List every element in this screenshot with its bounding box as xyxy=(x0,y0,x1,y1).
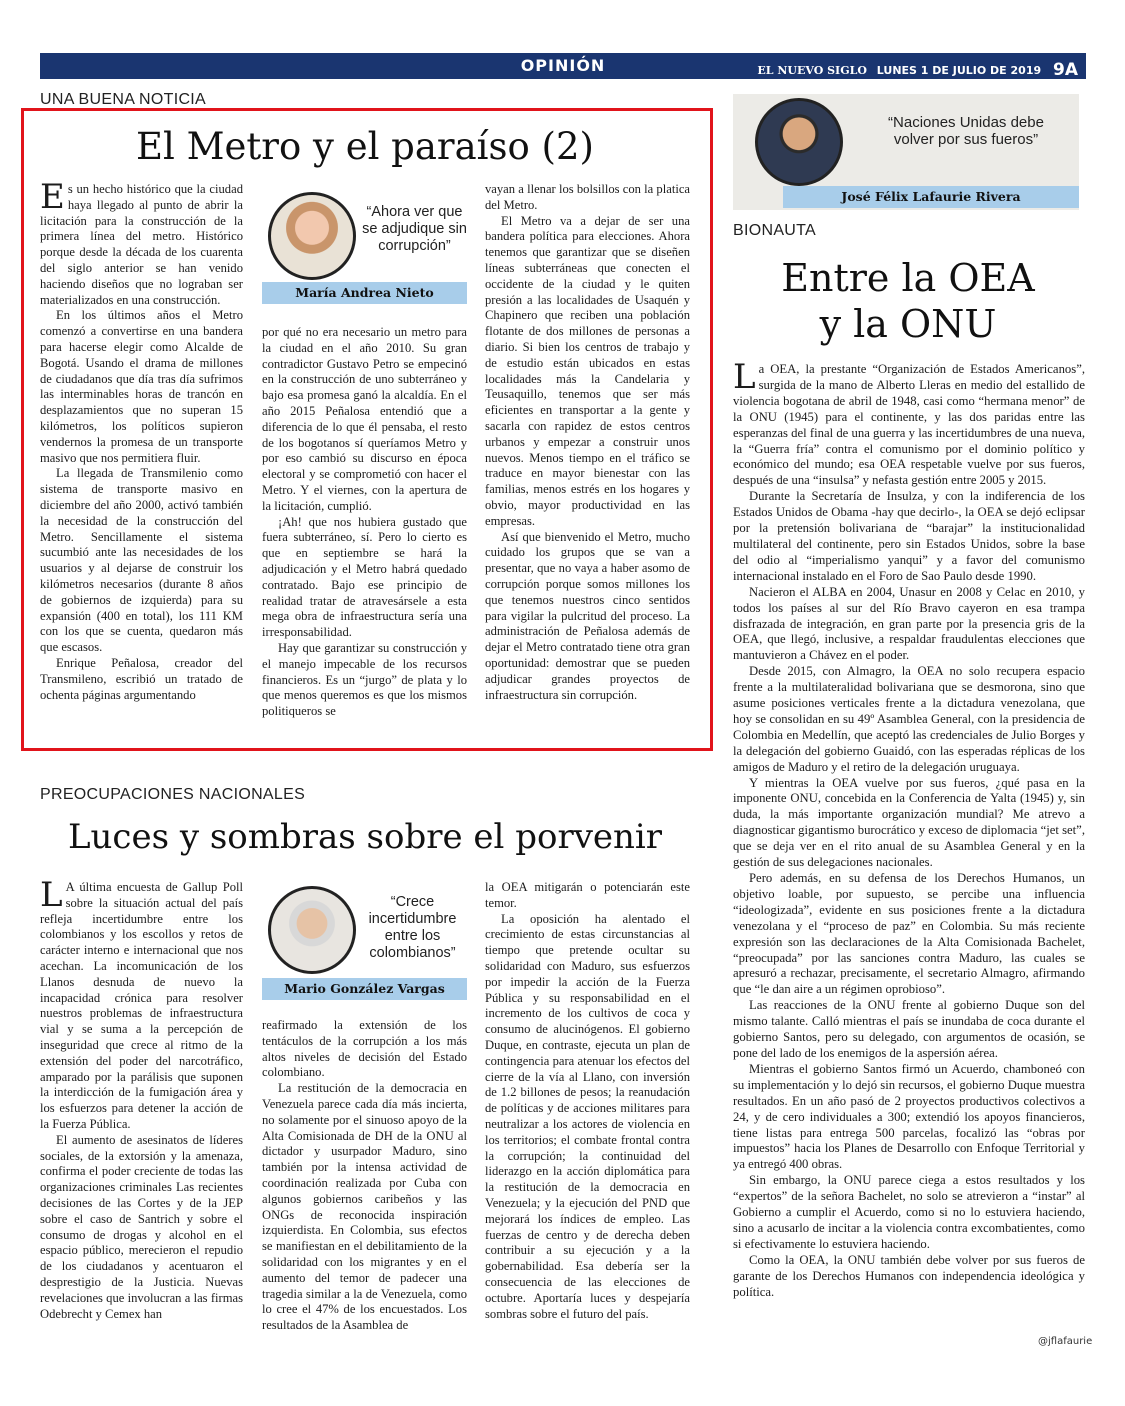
article1-pull-quote: “Ahora ver que se adjudique sin corrupción” xyxy=(362,204,467,254)
article3-title xyxy=(733,255,1083,347)
article2-quote-box xyxy=(262,884,467,1002)
article1-title: El Metro y el paraíso (2) xyxy=(136,125,594,168)
article2-dropcap: L xyxy=(40,880,63,915)
author-portrait-nieto xyxy=(268,192,356,280)
page-header xyxy=(40,53,1086,79)
article2-pull-quote: “Crece incertidumbre entre los colombianos” xyxy=(368,894,457,961)
issue-date: LUNES 1 DE JULIO DE 2019 xyxy=(876,64,1042,77)
article1-dropcap: E xyxy=(40,182,65,217)
article1-quote-box xyxy=(262,190,467,308)
author-portrait-lafaurie xyxy=(755,98,843,186)
paper-name: EL NUEVO SIGLO xyxy=(757,64,867,77)
article2-title: Luces y sombras sobre el porvenir xyxy=(67,817,663,857)
article3-pull-quote: “Naciones Unidas debe volver por sus fueros” xyxy=(888,114,1044,148)
article3-author: José Félix Lafaurie Rivera xyxy=(783,186,1079,208)
article1-column-2: por qué no era necesario un metro para la ciudad en el año 2010. Su gran contradictor Gustavo Petro se empecinó en la construcción de uno subterráneo y bajo esa promesa ganó la alcaldía. En el año 2015 Peñalosa entendió que a diferencia de lo que él pensaba, el resto de los bogotanos sí queríamos Metro y por eso cambió su discurso en época electoral y se comprometió con hacer el Metro. Y el viernes, con la apertura de la licitación, cumplió. ¡Ah! que nos hubiera gustado que fuera subterráneo, sí. Pero lo cierto es que en septiembre se hará la adjudicación y el Metro habrá quedado contratado. Bajo ese principio de realidad tratar de atravesársele a esta mega obra de infraestructura sería una irresponsabilidad. Hay que garantizar su construcción y el manejo impecable de los recursos financieros. Es un “jurgo” de plata y lo que menos queremos es que los mismos politiqueros se xyxy=(262,325,467,719)
article2-column-3: la OEA mitigarán o potenciarán este temor. La oposición ha alentado el crecimiento de estas circunstancias al tiempo que pretende ocultar su solidaridad con Maduro, sus esfuerzos por impedir la acción de la Fuerza Pública y su responsabilidad en el incremento de los cultivos de coca y consumo de alucinógenos. El gobierno Duque, en contraste, ejecuta un plan de contingencia para atenuar los efectos del cierre de la vía al Llano, con inversión de 1.2 billones de pesos; la reanudación de políticas y de acciones militares para neutralizar a los actores de violencia en los territorios; el combate frontal contra la corrupción; la continuidad del liderazgo en la acción diplomática para la restitución de la democracia en Venezuela; y la ejecución del PND que mejorará los índices de empleo. Las fuerzas de centro y de derecha deben contribuir a su ejecución y a la gobernabilidad. Esa debería ser la consecuencia de las elecciones de octubre. Aportaría luces y despejaría sombras sobre el futuro del país. xyxy=(485,880,690,1321)
section-name: OPINIÓN xyxy=(520,56,606,75)
article3-title-line-2: y la ONU xyxy=(819,302,997,346)
article2-column-1: L A última encuesta de Gallup Poll sobre la situación actual del país refleja incertidumbre entre los colombianos y los escollos y retos de carácter interno e internacional que nos acechan. La incomunicación de los Llanos desnuda de nuevo la incapacidad crónica para resolver nuestros problemas de infraestructura vial y se suma a la percepción de inseguridad que crece al ritmo de la extensión del poder del narcotráfico, amparado por la parálisis que suponen la interdicción de la fumigación área y los esfuerzos para detener la acción de la Fuerza Pública. El aumento de asesinatos de líderes sociales, de la extorsión y la amenaza, confirma el poder creciente de todas las organizaciones criminales Las recientes decisiones de las Cortes y de la JEP sobre el caso de Santrich y sobre el consumo de drogas y alcohol en el espacio público, merecieron el repudio de los ciudadanos y acentuaron el desprestigio de la Justicia. Nuevas revelaciones que involucran a las firmas Odebrecht y Cemex han xyxy=(40,880,243,1321)
article2-column-2: reafirmado la extensión de los tentáculos de la corrupción a los más altos niveles de decisión del Estado colombiano. La restitución de la democracia en Venezuela parece cada día más incierta, no solamente por el sinuoso apoyo de la Alta Comisionada de DH de la ONU al dictador y usurpador Maduro, sino también por la intensa actividad de coordinación realizada por Cuba con algunos gobiernos caribeños y las ONGs de reconocida inspiración izquierdista. En Colombia, sus efectos se manifiestan en el debilitamiento de la solidaridad con los migrantes y en el aumento del temor de padecer una tragedia similar a la de Venezuela, como lo cree el 47% de los encuestados. Los resultados de la Asamblea de xyxy=(262,1018,467,1333)
article3-body: La OEA, la prestante “Organización de Estados Americanos”, surgida de la mano de Alberto Lleras en medio del estallido de violencia bogotana de abril de 1948, casi como “hermana menor” de la ONU (1945) para el continente, y las dos paridas entre las esperanzas del final de una guerra y las incertidumbres de una nueva, la “Guerra fría” contra el comunismo por el dominio político y económico del mundo; esa OEA respetable vuelve por sus fueros, después de una “insulsa” y nefasta gestión entre 2005 y 2015. Durante la Secretaría de Insulza, y con la indiferencia de los Estados Unidos de Obama -hay que decirlo-, la OEA se dejó eclipsar por la pretensión bolivariana de “barajar” la institucionalidad multilateral del continente, pero sin Estados Unidos, sobre la base del odio al “imperialismo yanqui” y a favor del comunismo internacional instalado en el Foro de Sao Paulo desde 1990. Nacieron el ALBA en 2004, Unasur en 2008 y Celac en 2010, y todos los países al sur del Río Bravo cayeron en esa trampa disfrazada de integración, en gran parte por la presencia gris de la OEA, que llegó, inclusive, a respaldar fraudulentas elecciones que mantuvieron a Chávez en el poder. Desde 2015, con Almagro, la OEA no solo recupera espacio frente a la multilateralidad bolivariana que se desmorona, sino que asume posiciones verticales frente a la dictadura venezolana, que hoy se consolidan en su 49º Asamblea General, con la presidencia de Colombia en Medellín, que aceptó las credenciales de Julio Borges y la delegación del gobierno Guaidó, con las esperadas réplicas de los amigos de Maduro y el retiro de la delegación uruguaya. Y mientras la OEA vuelve por sus fueros, ¿qué pasa en la imponente ONU, concebida en la Conferencia de Yalta (1945) y, sin duda, la más importante organización mundial? Me atrevo a diagnosticar gigantismo burocrático y exceso de diplomacia “jet set”, que se deja ver en el rito anual de su Asamblea General y en la gestión de sus delegaciones nacionales. Pero además, en su defensa de los Derechos Humanos, un objetivo loable, por supuesto, se percibe una influencia “ideologizada”, evidente en sus posiciones frente a la dictadura venezolana y el “proceso de paz” en Colombia. Su más reciente expresión son las declaraciones de la Alta Comisionada Bachelet, “preocupada” por las sanciones contra Maduro, las cuales se apresuró a rechazar, precisamente, el secretario Almagro, afirmando que “le dan aire a un régimen oprobioso”. Las reacciones de la ONU frente al gobierno Duque son del mismo talante. Calló mientras el país se inundaba de coca durante el gobierno Santos, pero su delegado, con argumentos de ocasión, se pone del lado de los enemigos de la aspersión aérea. Mientras el gobierno Santos firmó un Acuerdo, chamboneó con su implementación y lo dejó sin recursos, el gobierno Duque muestra resultados. En un año pasó de 2 proyectos productivos colectivos a 24, y de cero individuales a 300; extendió los apoyos financieros, tiene listas para entrega 500 parcelas, focalizó las “obras por impuestos” hacia los Planes de Desarrollo con Enfoque Territorial y ya entregó 400 obras. Sin embargo, la ONU parece ciega a estos resultados y los “expertos” de la señora Bachelet, no solo se atrevieron a “instar” al Gobierno a cumplir el Acuerdo, como si no lo estuviera haciendo, sino a acusarlo de incitar a la violencia contra excombatientes, como si efectivamente lo estuviera haciendo. Como la OEA, la ONU también debe volver por sus fueros de garante de los Derechos Humanos con independencia ideológica y política. xyxy=(733,362,1085,1299)
article1-column-3: vayan a llenar los bolsillos con la platica del Metro. El Metro va a dejar de ser una bandera política para elecciones. Ahora tenemos que garantizar que se diseñen líneas subterráneas que conecten el occidente de la ciudad y le quiten presión a las localidades de Usaquén y Chapinero que reciben una población flotante de dos millones de personas a diario. Si bien los centros de trabajo y de estudio están ubicados en estas localidades más la Candelaria y Teusaquillo, tenemos que ser más eficientes en transportar a la gente y sacarla con rapidez de estos centros urbanos y empezar a construir unos nuevos. Menos tiempo en el tráfico se traduce en mayor bienestar con las familias, menos estrés en los hogares y obvio, mayor productividad en las empresas. Así que bienvenido el Metro, mucho cuidado los grupos que se van a presentar, que no vaya a haber asomo de corrupción porque somos millones los que tenemos nuestros cinco sentidos para vigilar la pulcritud del proceso. La administración de Peñalosa además de dejar el Metro contratado tiene otra gran oportunidad: demostrar que se pueden adjudicar grandes proyectos de infraestructura sin corrupción. xyxy=(485,182,690,702)
article3-dropcap: L xyxy=(733,362,756,397)
paper-info xyxy=(757,59,1078,79)
article1-column-1: Es un hecho histórico que la ciudad haya llegado al punto de abrir la licitación para la construcción de la primera línea del metro. Histórico porque desde la década de los cuarenta del siglo anterior se han venido haciendo diseños que no lograban ser materializados en una construcción. En los últimos años el Metro comenzó a convertirse en una bandera para hacerse elegir como Alcalde de Bogotá. Usando el drama de millones de ciudadanos que día tras día sufrimos las interminables horas de trancón en desplazamientos que no superan 15 kilómetros, los políticos supieron vendernos la promesa de un transporte masivo que nos permitiera fluir. La llegada de Transmilenio como sistema de transporte masivo en diciembre del año 2000, activó también la necesidad de la construcción del Metro. Sencillamente el sistema sucumbió ante las necesidades de los usuarios y al dejarse de construir los kilómetros necesarios (durante 8 años de gobiernos de izquierda) para su expansión (400 en total), los 111 KM con los que se cuenta, quedaron más que escasos. Enrique Peñalosa, creador del Transmileno, escribió un tratado de ochenta páginas argumentando xyxy=(40,182,243,702)
article2-author: Mario González Vargas xyxy=(262,978,467,1000)
author-portrait-gonzalez xyxy=(268,886,356,974)
page-number: 9A xyxy=(1053,60,1078,80)
article3-quote-box xyxy=(733,94,1079,210)
article1-author: María Andrea Nieto xyxy=(262,282,467,304)
article3-title-line-1: Entre la OEA xyxy=(781,256,1035,300)
article1-kicker: UNA BUENA NOTICIA xyxy=(40,91,207,108)
article2-kicker: PREOCUPACIONES NACIONALES xyxy=(40,786,306,803)
author-handle: @jflafaurie xyxy=(1038,1336,1093,1347)
article3-kicker: BIONAUTA xyxy=(733,222,817,239)
